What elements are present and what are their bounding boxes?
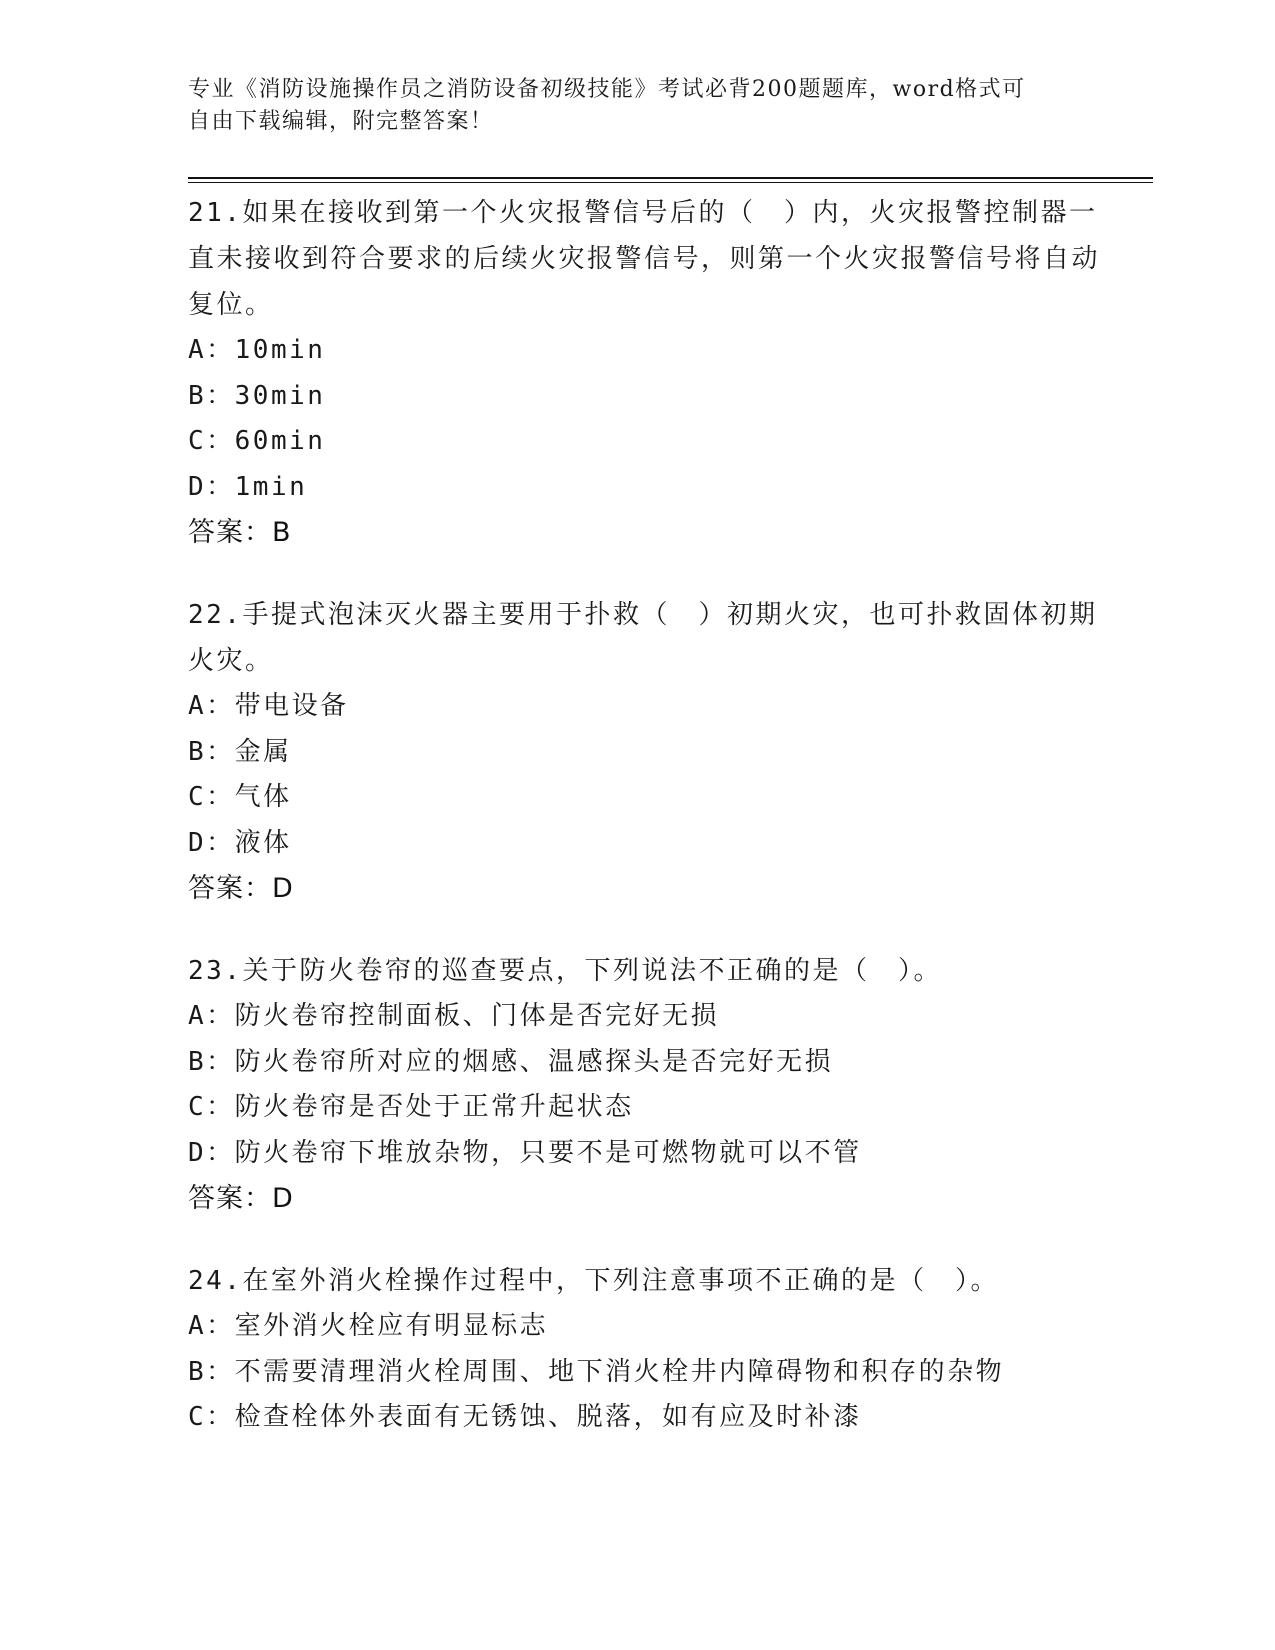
option-c: C：气体	[188, 782, 292, 812]
header-line-1: 专业《消防设施操作员之消防设备初级技能》考试必背200题题库，word格式可	[188, 77, 1026, 102]
question-stem: 23.关于防火卷帘的巡查要点，下列说法不正确的是（ ）。	[188, 956, 942, 986]
option-d: D：1min	[188, 471, 308, 502]
question-24	[188, 1258, 1108, 1441]
question-list	[188, 190, 1108, 1477]
answer-label: 答案：	[188, 873, 272, 904]
option-c: C：60min	[188, 426, 326, 456]
answer-line	[188, 510, 1108, 556]
question-stem: 22.手提式泡沫灭火器主要用于扑救（ ）初期火灾，也可扑救固体初期火灾。	[188, 600, 1098, 676]
question-23	[188, 948, 1108, 1222]
header-divider-thin	[188, 182, 1153, 183]
option-a: A：带电设备	[188, 691, 349, 721]
question-22	[188, 592, 1108, 912]
header-divider-thick	[188, 177, 1153, 179]
header-line-2: 自由下载编辑，附完整答案！	[188, 109, 494, 134]
option-a: A：室外消火栓应有明显标志	[188, 1311, 549, 1341]
answer-line	[188, 866, 1108, 912]
option-a: A：防火卷帘控制面板、门体是否完好无损	[188, 1001, 720, 1031]
answer-value: D	[272, 873, 294, 904]
document-header	[188, 74, 1088, 138]
option-b: B：不需要清理消火栓周围、地下消火栓井内障碍物和积存的杂物	[188, 1356, 1005, 1387]
option-d: D：防火卷帘下堆放杂物，只要不是可燃物就可以不管	[188, 1137, 862, 1168]
option-b: B：30min	[188, 380, 326, 411]
answer-label: 答案：	[188, 1183, 272, 1214]
answer-value: D	[272, 1183, 294, 1214]
question-stem: 24.在室外消火栓操作过程中，下列注意事项不正确的是（ ）。	[188, 1266, 999, 1296]
answer-label: 答案：	[188, 517, 272, 548]
option-b: B：金属	[188, 736, 292, 767]
option-d: D：液体	[188, 827, 292, 858]
option-c: C：防火卷帘是否处于正常升起状态	[188, 1092, 634, 1122]
question-21	[188, 190, 1108, 556]
option-a: A：10min	[188, 335, 326, 365]
answer-line	[188, 1176, 1108, 1222]
question-stem: 21.如果在接收到第一个火灾报警信号后的（ ）内，火灾报警控制器一直未接收到符合要求的后续火灾报警信号，则第一个火灾报警信号将自动复位。	[188, 198, 1101, 320]
option-b: B：防火卷帘所对应的烟感、温感探头是否完好无损	[188, 1046, 834, 1077]
answer-value: B	[272, 517, 292, 548]
option-c: C：检查栓体外表面有无锈蚀、脱落，如有应及时补漆	[188, 1402, 862, 1432]
